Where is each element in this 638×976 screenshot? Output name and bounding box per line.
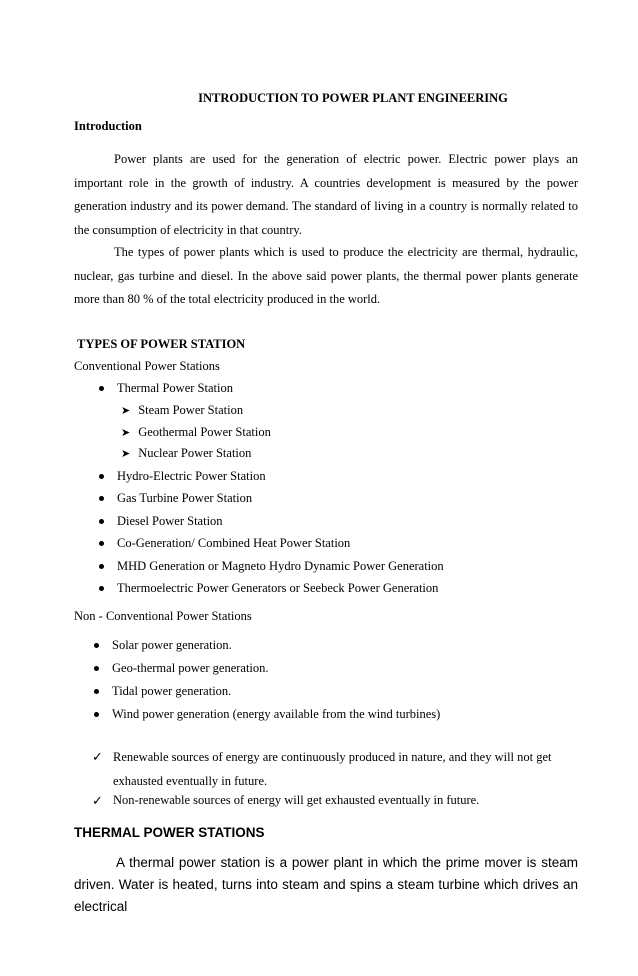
bullet-icon <box>99 586 104 591</box>
list-item: Geo-thermal power generation. <box>94 661 269 676</box>
arrow-bullet-icon: ➤ <box>121 405 131 417</box>
bullet-icon <box>94 643 99 648</box>
list-item: Wind power generation (energy available from the wind turbines) <box>94 707 440 722</box>
list-item: ➤ Geothermal Power Station <box>121 425 271 439</box>
bullet-icon <box>99 519 104 524</box>
list-item: Co-Generation/ Combined Heat Power Station <box>99 536 350 551</box>
bullet-icon <box>99 474 104 479</box>
check-icon: ✓ <box>92 749 103 764</box>
thermal-heading: THERMAL POWER STATIONS <box>74 825 265 840</box>
list-item: ➤ Steam Power Station <box>121 403 244 417</box>
bullet-icon <box>99 386 104 391</box>
bullet-icon <box>94 689 99 694</box>
bullet-icon <box>99 541 104 546</box>
arrow-bullet-icon: ➤ <box>121 427 131 439</box>
list-item: Thermal Power Station <box>99 381 233 396</box>
list-item: Thermoelectric Power Generators or Seebeck Power Generation <box>99 581 438 596</box>
intro-paragraph-1: Power plants are used for the generation of electric power. Electric power plays an important role in the growth of industry. A countries development is measured by the power generation industry and its power demand. The standard of living in a country is normally related to the consumption of electricity in that country. <box>74 152 578 237</box>
list-item: Hydro-Electric Power Station <box>99 469 266 484</box>
note-renewable: Renewable sources of energy are continuously produced in nature, and they will not get exhausted eventually in future. <box>113 750 552 788</box>
bullet-icon <box>99 564 104 569</box>
check-icon: ✓ <box>92 793 103 808</box>
intro-heading: Introduction <box>74 119 142 133</box>
thermal-paragraph: A thermal power station is a power plant in which the prime mover is steam driven. Water is heated, turns into steam and spins a steam turbine which drives an electrical <box>74 855 578 914</box>
types-heading: TYPES OF POWER STATION <box>77 337 246 351</box>
list-item: Solar power generation. <box>94 638 232 653</box>
note-nonrenewable: Non-renewable sources of energy will get exhausted eventually in future. <box>113 793 480 807</box>
bullet-icon <box>94 712 99 717</box>
arrow-bullet-icon: ➤ <box>121 448 131 460</box>
list-item: ➤ Nuclear Power Station <box>121 446 252 460</box>
list-item: Diesel Power Station <box>99 514 223 529</box>
nonconventional-heading: Non - Conventional Power Stations <box>74 609 252 623</box>
page-title: INTRODUCTION TO POWER PLANT ENGINEERING <box>198 91 508 105</box>
list-item: MHD Generation or Magneto Hydro Dynamic Power Generation <box>99 559 444 574</box>
conventional-heading: Conventional Power Stations <box>74 359 220 373</box>
bullet-icon <box>99 496 104 501</box>
bullet-icon <box>94 666 99 671</box>
intro-paragraph-2: The types of power plants which is used to produce the electricity are thermal, hydraulic, nuclear, gas turbine and diesel. In the above said power plants, the thermal power plants generate more than 80 % of the total electricity produced in the world. <box>74 245 578 306</box>
list-item: Tidal power generation. <box>94 684 231 699</box>
list-item: Gas Turbine Power Station <box>99 491 252 506</box>
